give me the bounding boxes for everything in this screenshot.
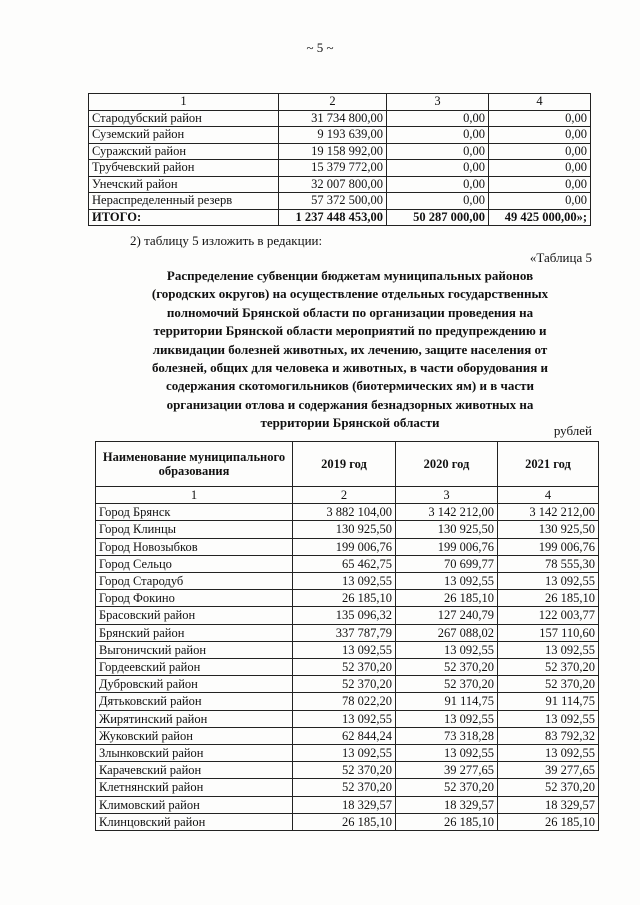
value-2021: 157 110,60 — [498, 624, 599, 641]
row-value-col2: 32 007 800,00 — [279, 176, 387, 193]
total-col3: 50 287 000,00 — [387, 209, 489, 226]
row-value-col3: 0,00 — [387, 176, 489, 193]
header-2020: 2020 год — [396, 442, 498, 487]
row-name: Унечский район — [89, 176, 279, 193]
value-2020: 26 185,10 — [396, 590, 498, 607]
table-row — [96, 676, 599, 693]
municipality-name: Дятьковский район — [96, 693, 293, 710]
municipality-name: Жирятинский район — [96, 710, 293, 727]
row-value-col4: 0,00 — [489, 143, 591, 160]
table-row — [96, 693, 599, 710]
value-2020: 199 006,76 — [396, 538, 498, 555]
title-line: полномочий Брянской области по организации проведения на — [166, 304, 534, 320]
top-table-header-row — [89, 94, 591, 111]
total-col4: 49 425 000,00»; — [489, 209, 591, 226]
row-name: Суземский район — [89, 127, 279, 144]
column-number-row — [96, 487, 599, 504]
value-2021: 3 142 212,00 — [498, 504, 599, 521]
row-value-col2: 57 372 500,00 — [279, 193, 387, 210]
value-2021: 13 092,55 — [498, 745, 599, 762]
value-2020: 39 277,65 — [396, 762, 498, 779]
value-2021: 122 003,77 — [498, 607, 599, 624]
row-value-col4: 0,00 — [489, 160, 591, 177]
table-row — [89, 176, 591, 193]
row-value-col3: 0,00 — [387, 127, 489, 144]
table-row — [96, 727, 599, 744]
table-label: «Таблица 5 — [529, 250, 592, 265]
subvention-table — [95, 441, 599, 831]
value-2019: 52 370,20 — [293, 659, 396, 676]
row-name: Нераспределенный резерв — [89, 193, 279, 210]
title-line: болезней, общих для человека и животных, в части оборудования и — [151, 360, 548, 376]
value-2021: 13 092,55 — [498, 573, 599, 590]
table-title — [100, 267, 600, 433]
municipality-name: Карачевский район — [96, 762, 293, 779]
value-2020: 18 329,57 — [396, 796, 498, 813]
value-2021: 26 185,10 — [498, 590, 599, 607]
table-row — [89, 127, 591, 144]
main-table-header-row — [96, 442, 599, 487]
value-2019: 18 329,57 — [293, 796, 396, 813]
municipality-name: Брасовский район — [96, 607, 293, 624]
row-name: Стародубский район — [89, 110, 279, 127]
table-row — [96, 521, 599, 538]
municipality-name: Город Фокино — [96, 590, 293, 607]
value-2021: 18 329,57 — [498, 796, 599, 813]
value-2019: 52 370,20 — [293, 676, 396, 693]
value-2020: 70 699,77 — [396, 555, 498, 572]
value-2020: 91 114,75 — [396, 693, 498, 710]
value-2020: 13 092,55 — [396, 710, 498, 727]
title-line: Распределение субвенции бюджетам муниципальных районов — [166, 268, 534, 283]
total-row — [89, 209, 591, 226]
value-2021: 83 792,32 — [498, 727, 599, 744]
table-row — [96, 504, 599, 521]
municipality-name: Климовский район — [96, 796, 293, 813]
municipality-name: Город Новозыбков — [96, 538, 293, 555]
col-number-1: 1 — [96, 487, 293, 504]
value-2019: 78 022,20 — [293, 693, 396, 710]
value-2021: 26 185,10 — [498, 813, 599, 830]
value-2020: 73 318,28 — [396, 727, 498, 744]
value-2019: 52 370,20 — [293, 762, 396, 779]
row-value-col4: 0,00 — [489, 110, 591, 127]
value-2019: 13 092,55 — [293, 745, 396, 762]
value-2019: 13 092,55 — [293, 641, 396, 658]
value-2020: 13 092,55 — [396, 745, 498, 762]
total-label: ИТОГО: — [89, 209, 279, 226]
row-value-col3: 0,00 — [387, 193, 489, 210]
value-2021: 13 092,55 — [498, 710, 599, 727]
col-number-3: 3 — [396, 487, 498, 504]
value-2019: 13 092,55 — [293, 573, 396, 590]
municipality-name: Гордеевский район — [96, 659, 293, 676]
value-2021: 91 114,75 — [498, 693, 599, 710]
row-value-col3: 0,00 — [387, 160, 489, 177]
table-row — [96, 796, 599, 813]
table-row — [96, 538, 599, 555]
row-value-col3: 0,00 — [387, 143, 489, 160]
table-row — [96, 607, 599, 624]
municipality-name: Клинцовский район — [96, 813, 293, 830]
row-value-col3: 0,00 — [387, 110, 489, 127]
value-2019: 65 462,75 — [293, 555, 396, 572]
value-2020: 3 142 212,00 — [396, 504, 498, 521]
value-2019: 3 882 104,00 — [293, 504, 396, 521]
page-number: ~ 5 ~ — [306, 40, 334, 55]
col-number-2: 2 — [293, 487, 396, 504]
municipality-name: Злынковский район — [96, 745, 293, 762]
value-2019: 337 787,79 — [293, 624, 396, 641]
row-value-col4: 0,00 — [489, 193, 591, 210]
row-value-col2: 19 158 992,00 — [279, 143, 387, 160]
row-value-col2: 31 734 800,00 — [279, 110, 387, 127]
value-2020: 13 092,55 — [396, 641, 498, 658]
col-number-4: 4 — [498, 487, 599, 504]
value-2020: 13 092,55 — [396, 573, 498, 590]
top-col-4-number: 4 — [489, 94, 591, 111]
top-col-2-number: 2 — [279, 94, 387, 111]
table-row — [96, 762, 599, 779]
value-2019: 13 092,55 — [293, 710, 396, 727]
table-row — [89, 110, 591, 127]
header-municipality: Наименование муниципального образования — [96, 442, 293, 487]
value-2021: 13 092,55 — [498, 641, 599, 658]
value-2021: 78 555,30 — [498, 555, 599, 572]
title-line: содержания скотомогильников (биотермических ям) и в части — [166, 378, 534, 394]
table-row — [96, 590, 599, 607]
total-col2: 1 237 448 453,00 — [279, 209, 387, 226]
value-2020: 52 370,20 — [396, 779, 498, 796]
title-line: территории Брянской области — [260, 415, 440, 431]
title-line: организации отлова и содержания безнадзорных животных на — [166, 396, 534, 412]
value-2020: 130 925,50 — [396, 521, 498, 538]
table-row — [89, 143, 591, 160]
value-2020: 52 370,20 — [396, 659, 498, 676]
value-2019: 62 844,24 — [293, 727, 396, 744]
table-row — [96, 555, 599, 572]
title-line: территории Брянской области мероприятий по предупреждению и — [153, 323, 547, 339]
table-row — [96, 710, 599, 727]
table-row — [96, 779, 599, 796]
header-2019: 2019 год — [293, 442, 396, 487]
value-2019: 199 006,76 — [293, 538, 396, 555]
table-row — [96, 641, 599, 658]
row-value-col2: 15 379 772,00 — [279, 160, 387, 177]
title-line: ликвидации болезней животных, их лечению, защите населения от — [152, 341, 548, 357]
top-budget-table — [88, 93, 591, 226]
value-2021: 52 370,20 — [498, 659, 599, 676]
header-2021: 2021 год — [498, 442, 599, 487]
top-col-3-number: 3 — [387, 94, 489, 111]
table-row — [96, 813, 599, 830]
table-row — [96, 659, 599, 676]
value-2020: 26 185,10 — [396, 813, 498, 830]
value-2019: 130 925,50 — [293, 521, 396, 538]
row-name: Суражский район — [89, 143, 279, 160]
title-line: (городских округов) на осуществление отдельных государственных — [151, 286, 549, 302]
value-2019: 26 185,10 — [293, 813, 396, 830]
municipality-name: Город Сельцо — [96, 555, 293, 572]
value-2019: 52 370,20 — [293, 779, 396, 796]
municipality-name: Дубровский район — [96, 676, 293, 693]
value-2020: 267 088,02 — [396, 624, 498, 641]
municipality-name: Выгоничский район — [96, 641, 293, 658]
value-2019: 26 185,10 — [293, 590, 396, 607]
value-2021: 199 006,76 — [498, 538, 599, 555]
value-2020: 127 240,79 — [396, 607, 498, 624]
municipality-name: Клетнянский район — [96, 779, 293, 796]
municipality-name: Город Клинцы — [96, 521, 293, 538]
table-row — [96, 745, 599, 762]
row-value-col4: 0,00 — [489, 127, 591, 144]
row-value-col2: 9 193 639,00 — [279, 127, 387, 144]
table-row — [89, 160, 591, 177]
amendment-paragraph: 2) таблицу 5 изложить в редакции: — [130, 233, 323, 248]
row-name: Трубчевский район — [89, 160, 279, 177]
top-col-1-number: 1 — [89, 94, 279, 111]
value-2021: 52 370,20 — [498, 779, 599, 796]
row-value-col4: 0,00 — [489, 176, 591, 193]
table-row — [96, 573, 599, 590]
table-row — [89, 193, 591, 210]
value-2021: 130 925,50 — [498, 521, 599, 538]
municipality-name: Город Брянск — [96, 504, 293, 521]
value-2020: 52 370,20 — [396, 676, 498, 693]
municipality-name: Город Стародуб — [96, 573, 293, 590]
value-2021: 52 370,20 — [498, 676, 599, 693]
municipality-name: Брянский район — [96, 624, 293, 641]
value-2021: 39 277,65 — [498, 762, 599, 779]
municipality-name: Жуковский район — [96, 727, 293, 744]
currency-units: рублей — [553, 423, 592, 438]
value-2019: 135 096,32 — [293, 607, 396, 624]
table-row — [96, 624, 599, 641]
